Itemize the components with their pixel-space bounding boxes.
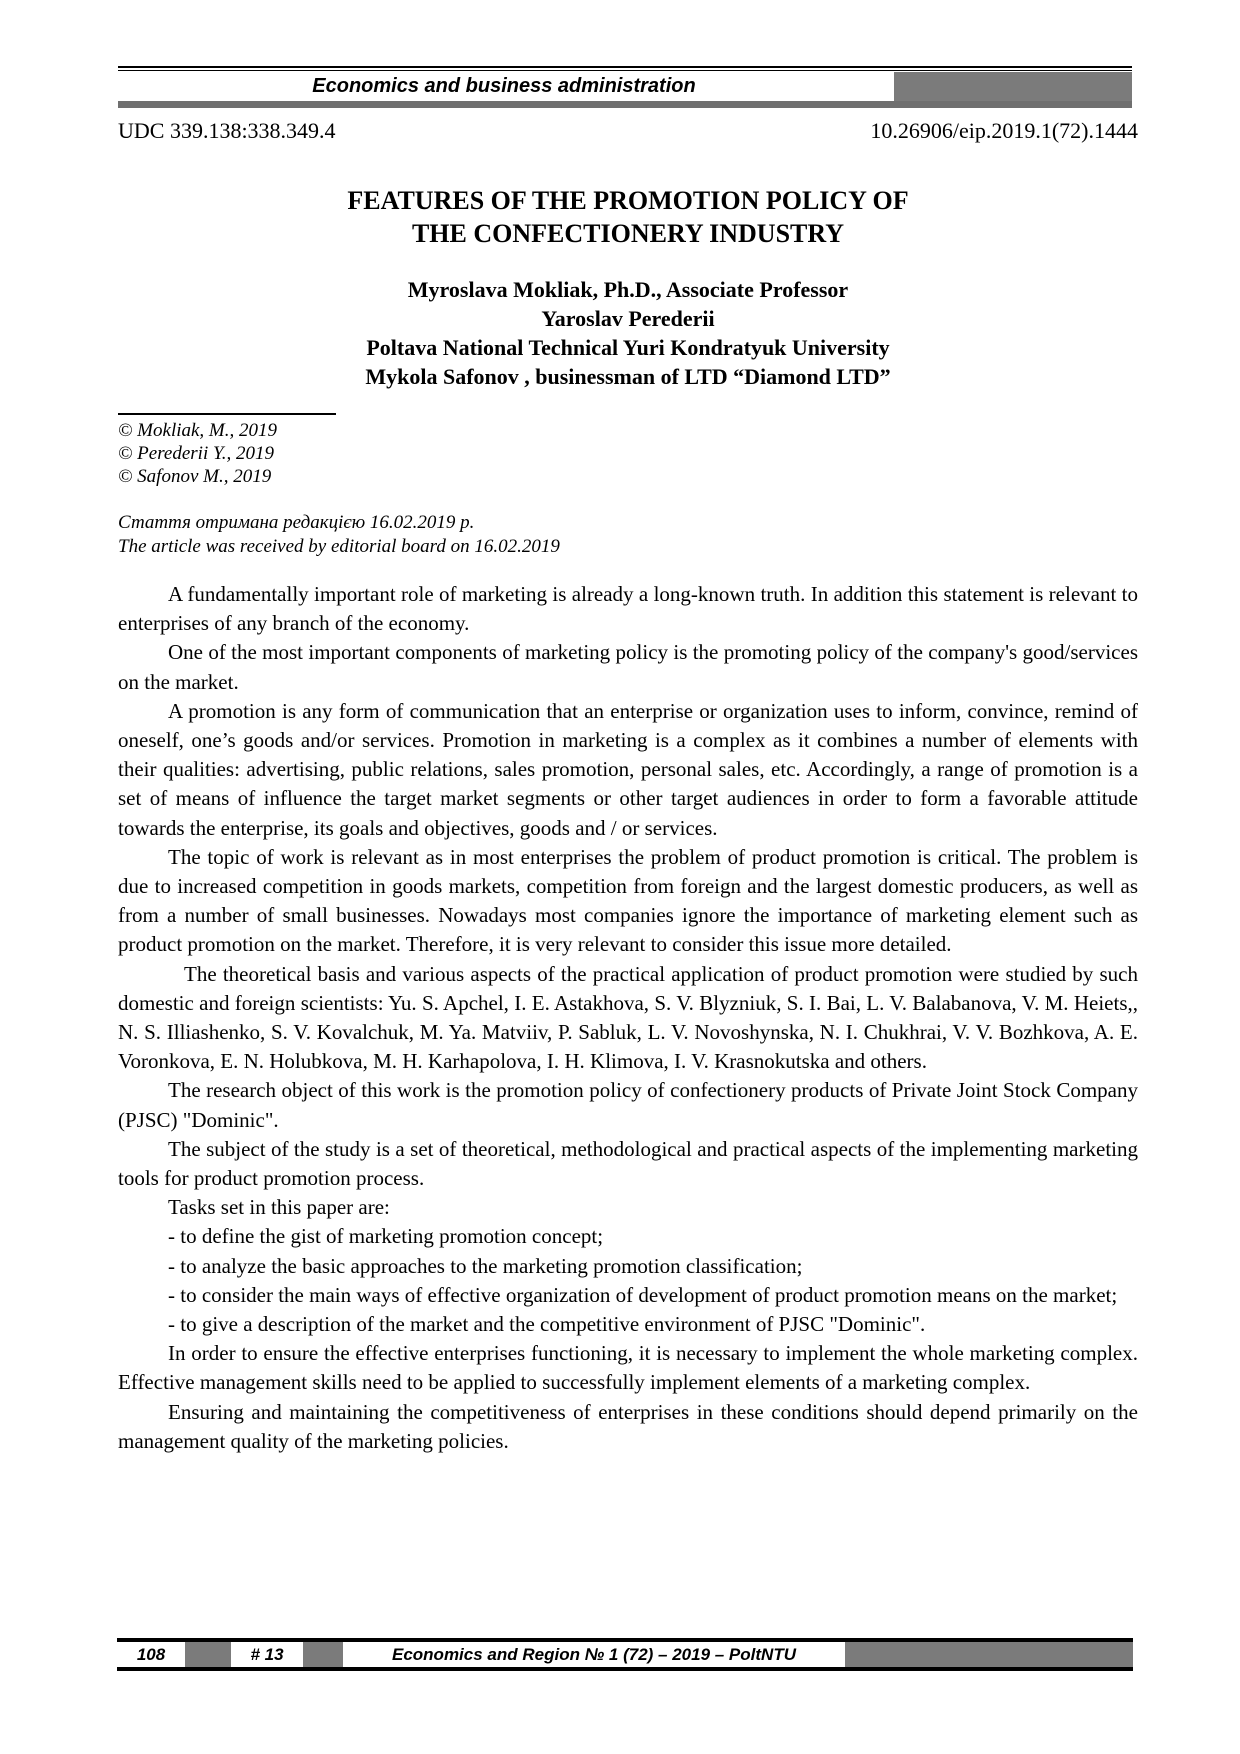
task-list-item: - to define the gist of marketing promotion concept; — [168, 1224, 604, 1249]
page-number: 108 — [117, 1642, 185, 1667]
udc-doi-row — [118, 118, 1138, 144]
footer-bottom-rule — [117, 1667, 1133, 1671]
task-list-item: - to consider the main ways of effective organization of development of product promotion means on the market; — [168, 1282, 1118, 1307]
footer-gray-block — [303, 1642, 343, 1667]
udc-code: UDC 339.138:338.349.4 — [118, 118, 336, 143]
article-title — [118, 184, 1138, 250]
paragraph: A fundamentally important role of marketing is already a long-known truth. In addition this statement is relevant to enterprises of any branch of the economy. — [118, 582, 1138, 636]
author-line: Mykola Safonov , businessman of LTD “Diamond LTD” — [365, 364, 891, 389]
paragraph: A promotion is any form of communication that an enterprise or organization uses to inform, convince, remind of oneself, one’s goods and/or services. Promotion in marketing is a complex as it combines a number of elements with their qualities: advertising, public relations, sales promotion, personal sales, etc. Accordingly, a range of promotion is a set of means of influence the target market segments or other target audiences in order to form a favorable attitude towards the enterprise, its goals and objectives, goods and / or services. — [118, 698, 1138, 840]
author-affiliation: Poltava National Technical Yuri Kondratyuk University — [366, 335, 890, 360]
footer-gray-block — [185, 1642, 231, 1667]
paragraph: The research object of this work is the promotion policy of confectionery products of Private Joint Stock Company (PJSC) "Dominic". — [118, 1078, 1138, 1132]
paragraph: In order to ensure the effective enterprises functioning, it is necessary to implement the whole marketing complex. Effective management skills need to be applied to successfully implement elements of a marketing complex. — [118, 1341, 1138, 1395]
copyright-line: © Mokliak, M., 2019 — [118, 420, 278, 441]
task-list-item: - to give a description of the market and the competitive environment of PJSC "Dominic". — [168, 1312, 926, 1337]
copyright-line: © Safonov M., 2019 — [118, 466, 272, 487]
author-line: Yaroslav Perederii — [541, 306, 715, 331]
paragraph: The subject of the study is a set of theoretical, methodological and practical aspects of the implementing marketing tools for product promotion process. — [118, 1136, 1138, 1191]
doi-code: 10.26906/eip.2019.1(72).1444 — [870, 118, 1138, 143]
received-line-en: The article was received by editorial board on 16.02.2019 — [118, 536, 560, 557]
article-body — [118, 580, 1138, 1456]
article-content — [118, 0, 1138, 1456]
page-footer — [117, 1638, 1133, 1671]
paragraph: The theoretical basis and various aspects of the practical application of product promotion were studied by such domestic and foreign scientists: Yu. S. Apchel, I. E. Astakhova, S. V. Blyzniuk, S. I. Bai, L. V. Balabanova, V. M. Heiets,, N. S. Illiashenko, S. V. Kovalchuk, M. Ya. Matviiv, P. Sabluk, L. V. Novoshynska, N. I. Chukhrai, V. V. Bozhkova, A. E. Voronkova, E. N. Holubkova, M. H. Karhapolova, I. H. Klimova, I. V. Krasnokutska and others. — [118, 961, 1138, 1074]
footer-row — [117, 1642, 1133, 1667]
task-list-item: - to analyze the basic approaches to the marketing promotion classification; — [168, 1253, 803, 1278]
footnote-separator — [118, 413, 336, 415]
journal-title: Economics and Region № 1 (72) – 2019 – PoltNTU — [343, 1642, 845, 1667]
paragraph: One of the most important components of marketing policy is the promoting policy of the company's good/services on the market. — [118, 640, 1138, 694]
issue-number: # 13 — [231, 1642, 303, 1667]
received-block — [118, 511, 1138, 559]
authors-block — [118, 275, 1138, 391]
section-title: Economics and business administration — [312, 75, 696, 97]
received-line-uk: Стаття отримана редакцією 16.02.2019 р. — [118, 512, 475, 533]
copyright-line: © Perederii Y., 2019 — [118, 443, 275, 464]
copyright-block — [118, 419, 1138, 488]
article-title-line2: THE CONFECTIONERY INDUSTRY — [411, 219, 845, 248]
author-line: Myroslava Mokliak, Ph.D., Associate Professor — [407, 277, 849, 302]
paragraph: The topic of work is relevant as in most enterprises the problem of product promotion is critical. The problem is due to increased competition in goods markets, competition from foreign and the largest domestic producers, as well as from a number of small businesses. Nowadays most companies ignore the importance of marketing element such as product promotion on the market. Therefore, it is very relevant to consider this issue more detailed. — [118, 844, 1138, 957]
paragraph: Ensuring and maintaining the competitiveness of enterprises in these conditions should depend primarily on the management quality of the marketing policies. — [118, 1399, 1138, 1453]
footer-gray-block — [845, 1642, 1133, 1667]
paragraph: Tasks set in this paper are: — [168, 1195, 390, 1220]
article-title-line1: FEATURES OF THE PROMOTION POLICY OF — [347, 186, 909, 215]
